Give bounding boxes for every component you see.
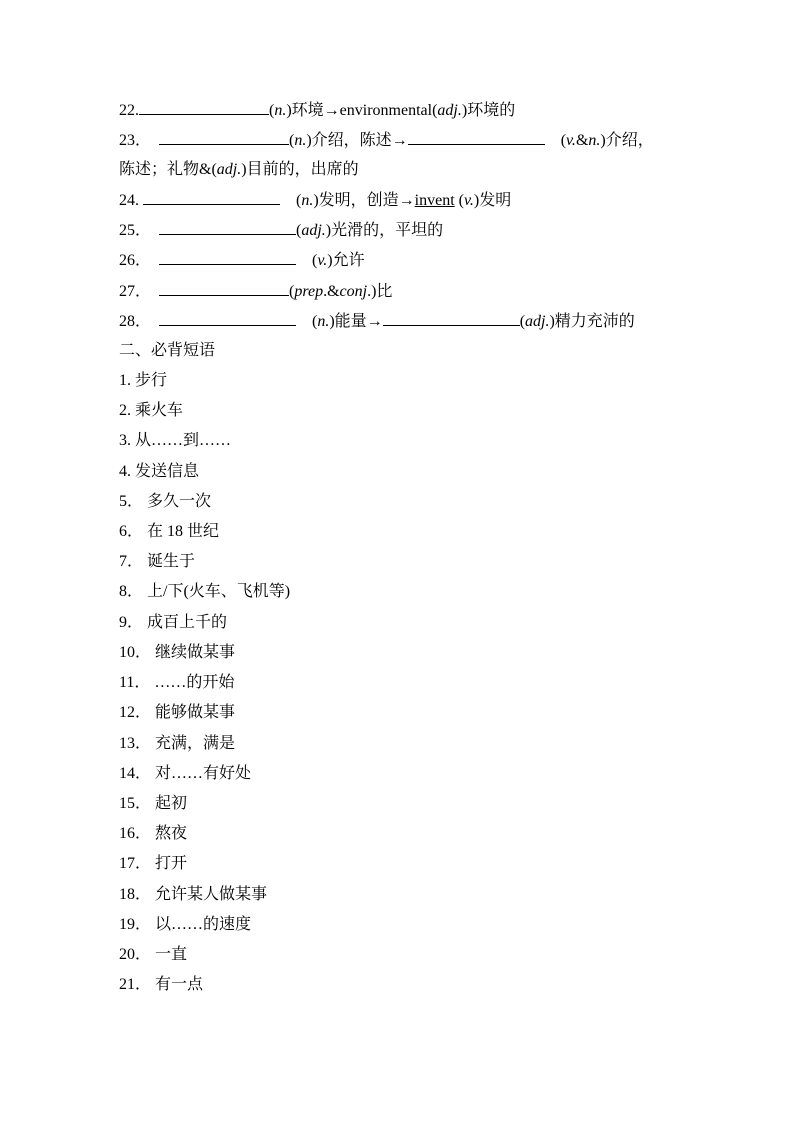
part-of-speech: n. (588, 132, 601, 149)
item-number: 27． (119, 283, 152, 300)
phrase-item: 4. 发送信息 (119, 463, 200, 480)
item-text: )环境→environmental( (286, 102, 438, 119)
phrase-item: 6． 在 18 世纪 (119, 523, 220, 540)
phrase-item: 9． 成百上千的 (119, 614, 228, 631)
vocab-item-26: 26． (v.)允许 (119, 248, 699, 272)
answer-blank[interactable] (159, 309, 296, 326)
item-text: )精力充沛的 (549, 313, 635, 330)
part-of-speech: n. (301, 192, 314, 209)
item-text: )发明 (473, 192, 512, 209)
phrase-item: 16． 熬夜 (119, 825, 188, 842)
part-of-speech: v. (317, 252, 328, 269)
section-heading: 二、必背短语 (119, 342, 216, 359)
item-number: 24. (119, 192, 139, 209)
item-text: )介绍，陈述→ (306, 132, 408, 149)
item-text: )介绍， (600, 132, 654, 149)
part-of-speech: n. (274, 102, 287, 119)
answer-blank[interactable] (139, 98, 269, 115)
phrase-item: 21． 有一点 (119, 976, 204, 993)
item-text: )光滑的，平坦的 (325, 222, 444, 239)
answer-blank[interactable] (383, 309, 520, 326)
vocab-item-27: 27． (prep.&conj.)比 (119, 279, 699, 303)
ampersand: & (575, 132, 589, 149)
answer-blank[interactable] (408, 128, 545, 145)
part-of-speech: n. (294, 132, 307, 149)
vocab-item-24: 24. (n.)发明，创造→invent (v.)发明 (119, 188, 699, 212)
phrase-item: 15． 起初 (119, 795, 188, 812)
part-of-speech: adj. (525, 313, 550, 330)
phrase-item: 1. 步行 (119, 372, 168, 389)
part-of-speech: conj (339, 283, 368, 300)
item-text: .)比 (367, 283, 393, 300)
separator: .& (323, 283, 340, 300)
part-of-speech: v. (464, 192, 474, 209)
part-of-speech: adj. (301, 222, 326, 239)
part-of-speech: adj. (437, 102, 462, 119)
item-text: )允许 (327, 252, 365, 269)
item-text: )目前的，出席的 (241, 161, 359, 178)
answer-blank[interactable] (159, 248, 296, 265)
item-number: 26． (119, 252, 152, 269)
part-of-speech: prep (294, 283, 324, 300)
vocab-item-23-continued (119, 158, 699, 182)
item-number: 25． (119, 222, 152, 239)
phrase-item: 11． ……的开始 (119, 674, 235, 691)
item-number: 22. (119, 102, 139, 119)
vocab-item-25: 25． (adj.)光滑的，平坦的 (119, 218, 699, 242)
phrase-item: 13． 充满，满是 (119, 735, 236, 752)
vocab-item-28: 28． (n.)能量→ (adj.)精力充沛的 (119, 309, 699, 333)
vocab-item-22: 22. (n.)环境→environmental(adj.)环境的 (119, 98, 699, 122)
part-of-speech: adj. (216, 161, 242, 178)
vocab-item-23: 23． (n.)介绍，陈述→ (v.&n.)介绍， (119, 128, 699, 152)
phrase-item: 17． 打开 (119, 855, 188, 872)
given-word: invent (414, 192, 455, 209)
phrase-item: 8． 上/下(火车、飞机等) (119, 583, 291, 600)
answer-blank[interactable] (159, 218, 296, 235)
part-of-speech: n. (317, 313, 330, 330)
answer-blank[interactable] (143, 188, 280, 205)
answer-blank[interactable] (159, 128, 289, 145)
phrase-item: 14． 对……有好处 (119, 765, 252, 782)
item-text: )发明，创造→ (313, 192, 415, 209)
phrase-item: 12． 能够做某事 (119, 704, 236, 721)
phrase-item: 3. 从……到…… (119, 432, 232, 449)
phrase-item: 19． 以……的速度 (119, 916, 252, 933)
phrase-item: 20． 一直 (119, 946, 188, 963)
phrase-item: 18． 允许某人做某事 (119, 886, 268, 903)
phrase-item: 7． 诞生于 (119, 553, 196, 570)
phrase-item: 2. 乘火车 (119, 402, 184, 419)
item-text: )环境的 (461, 102, 516, 119)
item-text: )能量→ (329, 313, 383, 330)
phrase-item: 10． 继续做某事 (119, 644, 236, 661)
item-text: 陈述；礼物&( (119, 161, 217, 178)
phrase-item: 5． 多久一次 (119, 493, 212, 510)
item-number: 23． (119, 132, 152, 149)
answer-blank[interactable] (159, 279, 289, 296)
part-of-speech: v. (566, 132, 576, 149)
item-number: 28． (119, 313, 152, 330)
